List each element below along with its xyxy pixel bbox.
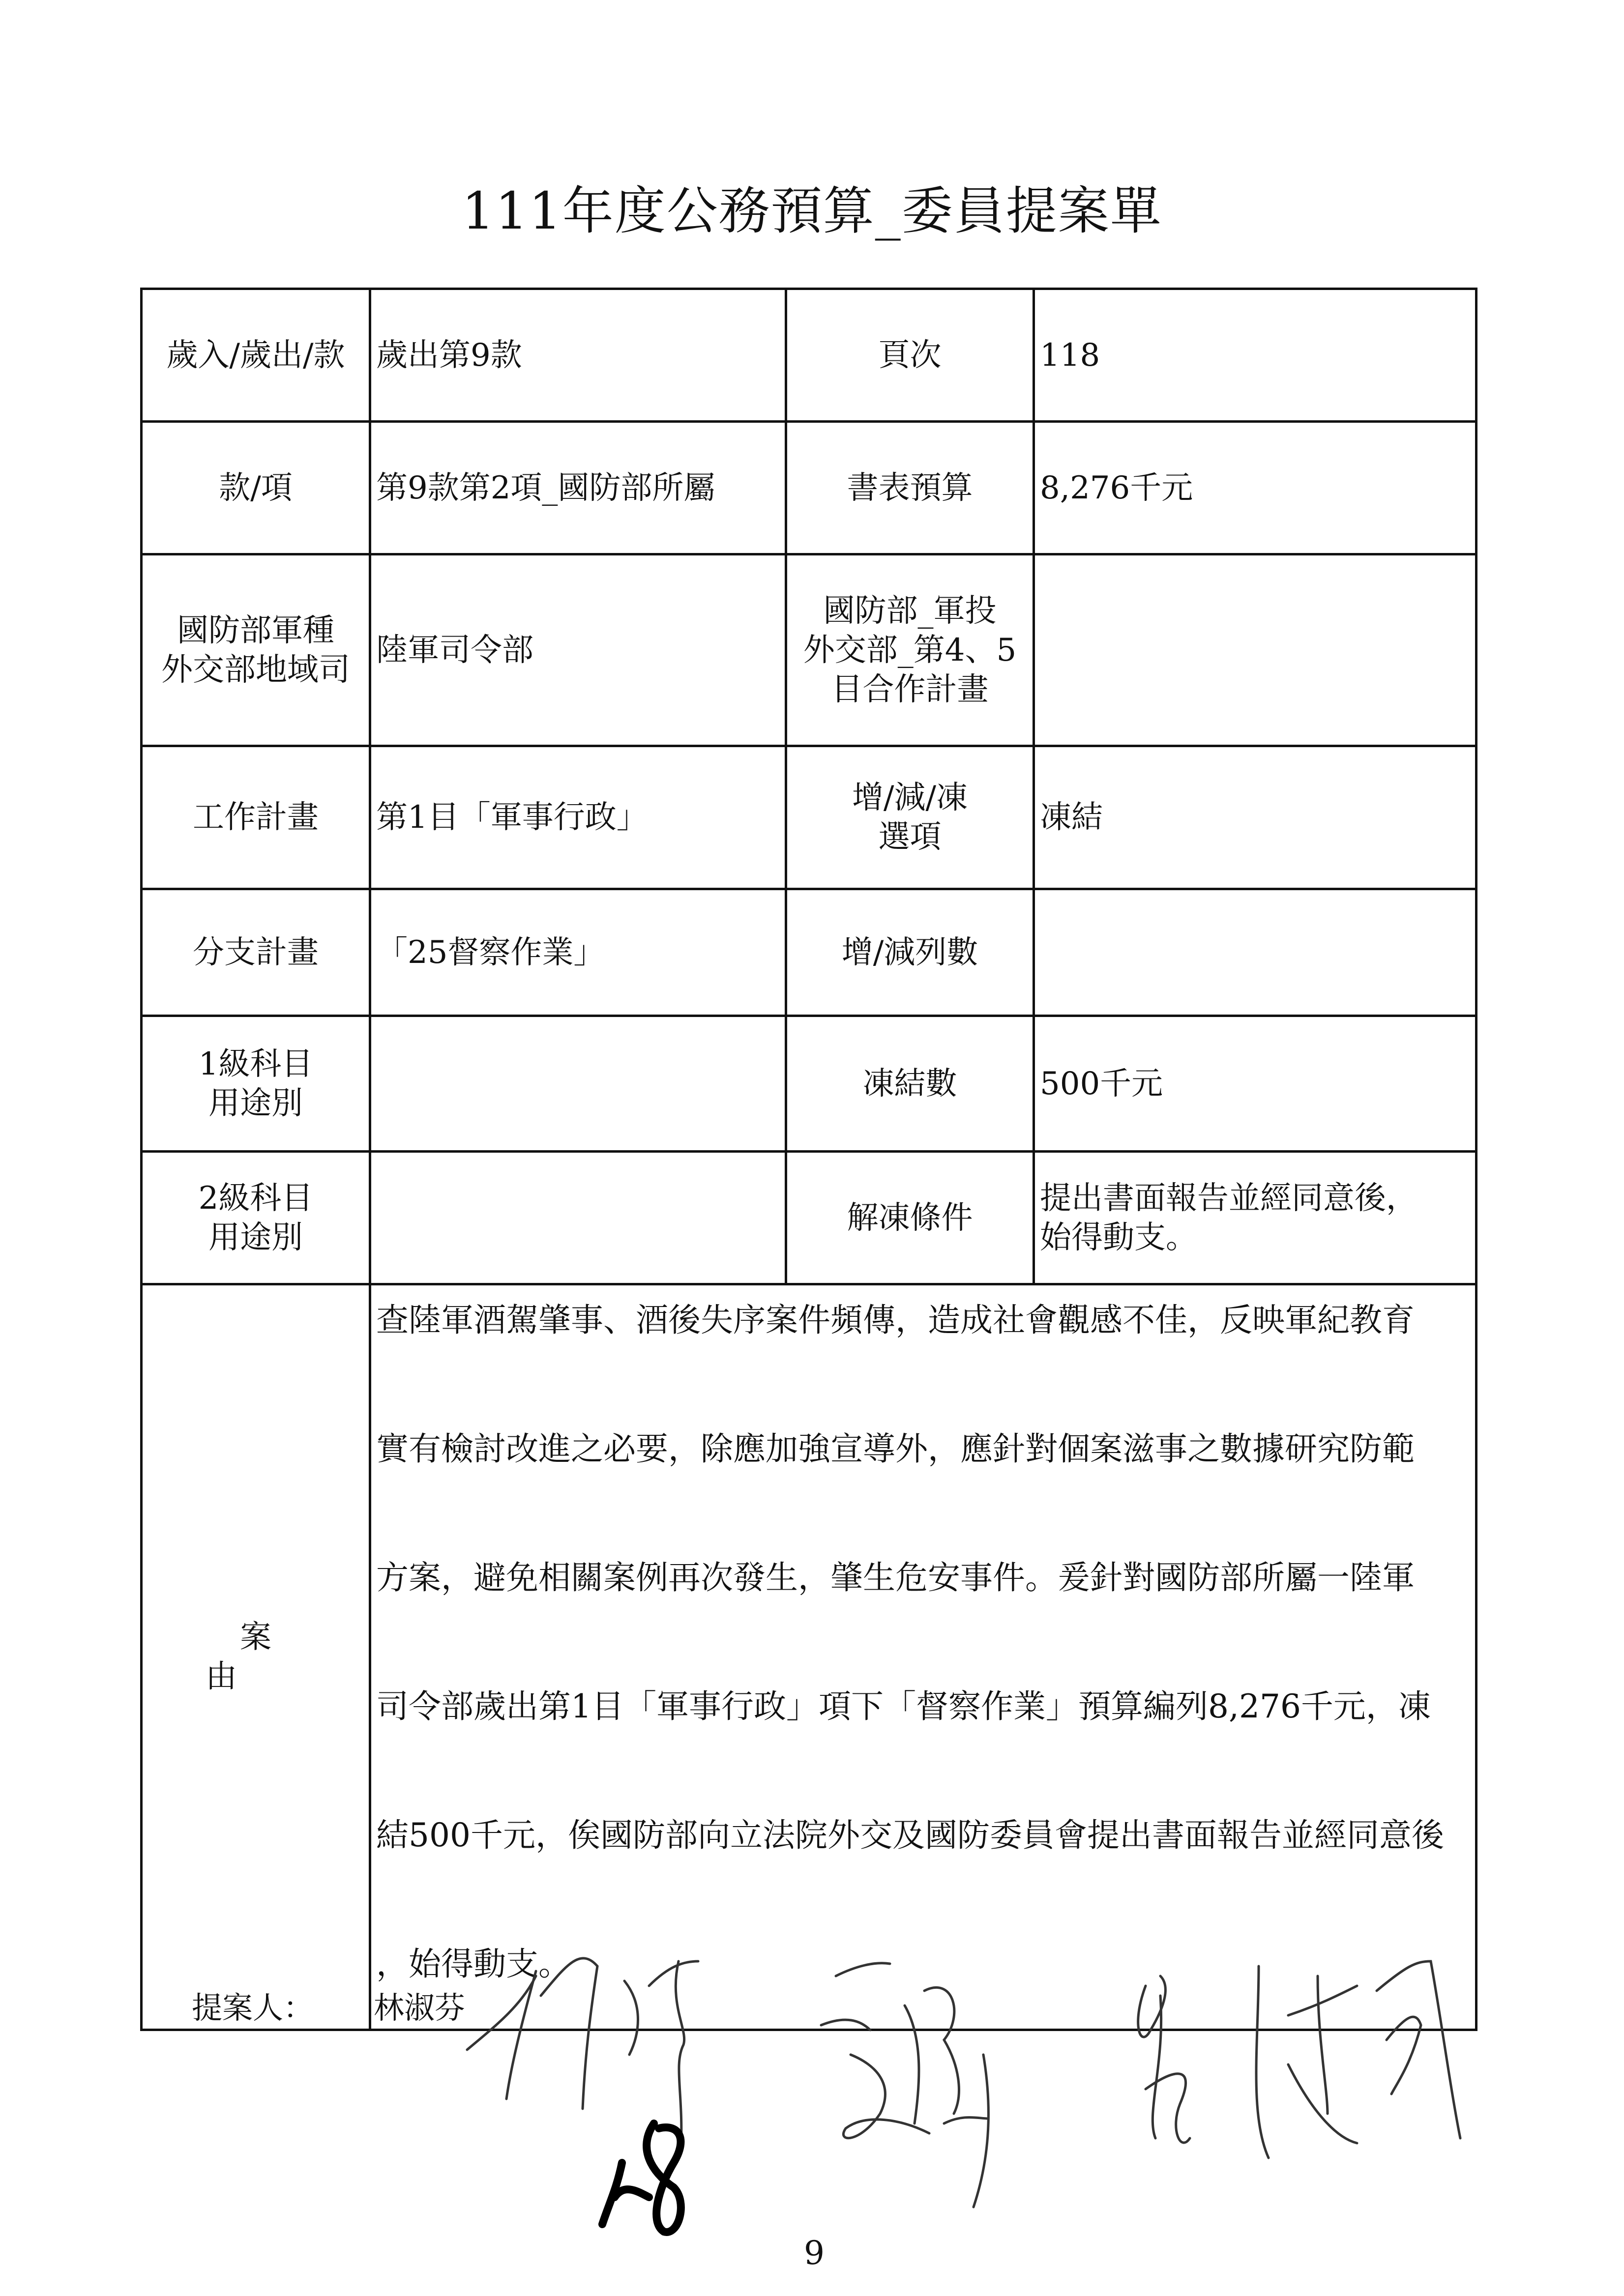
proposer-label: 提案人： (192, 1990, 314, 2026)
case-label: 案由 (206, 1619, 340, 1695)
signature-strokes (467, 1958, 1460, 2207)
field-value: 陸軍司令部 (370, 554, 786, 746)
field-label: 增/減/凍 選項 (786, 746, 1034, 889)
handwritten-number-128 (602, 2123, 681, 2232)
field-label: 分支計畫 (142, 889, 370, 1016)
field-label: 歲入/歲出/款 (142, 289, 370, 422)
field-value: 歲出第9款 (370, 289, 786, 422)
field-label: 1級科目 用途別 (142, 1016, 370, 1152)
field-label: 增/減列數 (786, 889, 1034, 1016)
field-value: 500千元 (1034, 1016, 1476, 1152)
field-value: 第1目「軍事行政」 (370, 746, 786, 889)
case-line: 實有檢討改進之必要，除應加強宣導外，應針對個案滋事之數據研究防範 (376, 1430, 1415, 1468)
page-number: 9 (804, 2234, 825, 2272)
case-line: ，始得動支。 (376, 1945, 571, 1983)
field-label: 解凍條件 (786, 1152, 1034, 1284)
field-label: 2級科目 用途別 (142, 1152, 370, 1284)
field-value: 「25督察作業」 (370, 889, 786, 1016)
field-label: 頁次 (786, 289, 1034, 422)
field-value: 第9款第2項_國防部所屬 (370, 422, 786, 554)
case-line: 結500千元，俟國防部向立法院外交及國防委員會提出書面報告並經同意後 (376, 1816, 1444, 1854)
case-line: 方案，避免相關案例再次發生，肇生危安事件。爰針對國防部所屬一陸軍 (376, 1559, 1415, 1597)
field-label: 國防部軍種 外交部地域司 (142, 554, 370, 746)
field-label: 國防部_軍投 外交部_第4、5 目合作計畫 (786, 554, 1034, 746)
field-value: 8,276千元 (1034, 422, 1476, 554)
case-line: 司令部歲出第1目「軍事行政」項下「督察作業」預算編列8,276千元，凍 (376, 1687, 1431, 1725)
proposer-name: 林淑芬 (374, 1990, 466, 2026)
page-title: 111年度公務預算_委員提案單 (462, 181, 1162, 241)
case-line: 查陸軍酒駕肇事、酒後失序案件頻傳，造成社會觀感不佳，反映軍紀教育 (376, 1301, 1415, 1339)
field-label: 凍結數 (786, 1016, 1034, 1152)
field-value: 凍結 (1034, 746, 1476, 889)
field-label: 工作計畫 (142, 746, 370, 889)
field-label: 款/項 (142, 422, 370, 554)
field-value: 118 (1034, 289, 1476, 422)
field-label: 書表預算 (786, 422, 1034, 554)
field-value: 提出書面報告並經同意後， 始得動支。 (1034, 1152, 1476, 1284)
